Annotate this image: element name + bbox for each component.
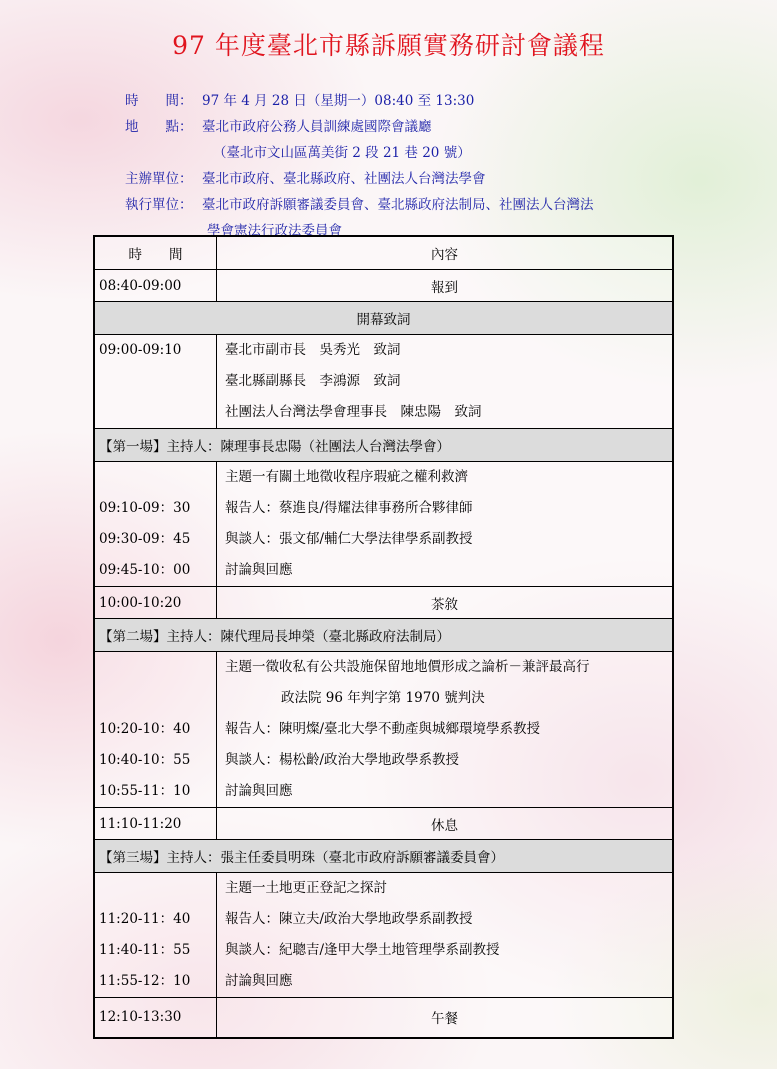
info-exec (125, 192, 594, 218)
session-3-header (94, 840, 673, 873)
place-label: 地 點： (125, 119, 193, 135)
session-item: 報告人：陳明燦/臺北大學不動產與城鄉環境學系教授 (225, 721, 541, 737)
session-item: 報告人：陳立夫/政治大學地政學系副教授 (225, 911, 473, 927)
exec-value: 臺北市政府訴願審議委員會、臺北縣政府法制局、社團法人台灣法 (202, 197, 594, 213)
header-time: 時 間 (94, 236, 217, 270)
speech-line: 臺北市副市長 吳秀光 致詞 (225, 342, 401, 358)
row-content: 休息 (217, 808, 674, 840)
opening-label: 開幕致詞 (94, 302, 673, 335)
event-info (125, 88, 594, 244)
session-3-host: 【第三場】主持人：張主任委員明珠（臺北市政府訴願審議委員會） (94, 840, 673, 873)
host-label: 主辦單位： (125, 171, 193, 187)
table-row (94, 998, 673, 1038)
header-content: 內容 (217, 236, 674, 270)
row-time: 10:20-10：40 (99, 721, 191, 737)
session-2-content (217, 652, 674, 808)
row-time: 10:40-10：55 (99, 752, 191, 768)
row-time: 09:00-09:10 (94, 335, 217, 429)
session-3-row (94, 873, 673, 998)
info-time (125, 88, 594, 114)
session-item: 與談人：張文郁/輔仁大學法律學系副教授 (225, 531, 473, 547)
row-time: 11:20-11：40 (99, 911, 191, 927)
row-time: 09:30-09：45 (99, 531, 191, 547)
session-2-host: 【第二場】主持人：陳代理局長坤榮（臺北縣政府法制局） (94, 619, 673, 652)
host-value: 臺北市政府、臺北縣政府、社團法人台灣法學會 (202, 171, 486, 187)
session-2-row (94, 652, 673, 808)
session-topic: 主題一土地更正登記之探討 (225, 880, 387, 896)
row-time: 11:40-11：55 (99, 942, 191, 958)
row-time: 08:40-09:00 (94, 270, 217, 302)
speech-line: 臺北縣副縣長 李鴻源 致詞 (225, 373, 401, 389)
place-value: 臺北市政府公務人員訓練處國際會議廳 (202, 119, 432, 135)
session-item: 與談人：楊松齡/政治大學地政學系教授 (225, 752, 460, 768)
place-address: （臺北市文山區萬美街 2 段 21 巷 20 號） (213, 145, 471, 161)
info-place (125, 114, 594, 140)
page-title: 97 年度臺北市縣訴願實務研討會議程 (172, 31, 605, 60)
row-time: 09:45-10：00 (99, 562, 191, 578)
row-time: 10:55-11：10 (99, 783, 191, 799)
session-item: 討論與回應 (225, 973, 293, 989)
session-1-times (94, 462, 217, 587)
session-item: 與談人：紀聰吉/逢甲大學土地管理學系副教授 (225, 942, 500, 958)
session-1-content (217, 462, 674, 587)
session-item: 討論與回應 (225, 783, 293, 799)
time-value: 97 年 4 月 28 日（星期一）08:40 至 13:30 (202, 93, 475, 109)
table-row (94, 587, 673, 619)
session-topic: 主題一徵收私有公共設施保留地地價形成之論析－兼評最高行 (225, 659, 590, 675)
row-time: 09:10-09：30 (99, 500, 191, 516)
session-2-times (94, 652, 217, 808)
session-3-content (217, 873, 674, 998)
exec-label: 執行單位： (125, 197, 193, 213)
speech-line: 社團法人台灣法學會理事長 陳忠陽 致詞 (225, 404, 482, 420)
session-3-times (94, 873, 217, 998)
session-1-row (94, 462, 673, 587)
row-time: 11:55-12：10 (99, 973, 191, 989)
session-item: 報告人：蔡進良/得耀法律事務所合夥律師 (225, 500, 473, 516)
row-time: 12:10-13:30 (94, 998, 217, 1038)
row-content: 午餐 (217, 998, 674, 1038)
row-content: 報到 (217, 270, 674, 302)
session-item: 討論與回應 (225, 562, 293, 578)
session-1-host: 【第一場】主持人：陳理事長忠陽（社團法人台灣法學會） (94, 429, 673, 462)
session-topic: 主題一有關土地徵收程序瑕疵之權利救濟 (225, 469, 468, 485)
opening-speeches (217, 335, 674, 429)
info-host (125, 166, 594, 192)
exec-value-cont: 學會憲法行政法委員會 (207, 223, 342, 239)
row-time: 10:00-10:20 (94, 587, 217, 619)
time-label: 時 間： (125, 93, 193, 109)
opening-row (94, 302, 673, 335)
table-header-row (94, 236, 673, 270)
table-row (94, 335, 673, 429)
session-1-header (94, 429, 673, 462)
table-row (94, 808, 673, 840)
row-time: 11:10-11:20 (94, 808, 217, 840)
agenda-table (93, 235, 674, 1039)
session-2-header (94, 619, 673, 652)
row-content: 茶敘 (217, 587, 674, 619)
session-topic-cont: 政法院 96 年判字第 1970 號判決 (281, 690, 485, 706)
table-row (94, 270, 673, 302)
